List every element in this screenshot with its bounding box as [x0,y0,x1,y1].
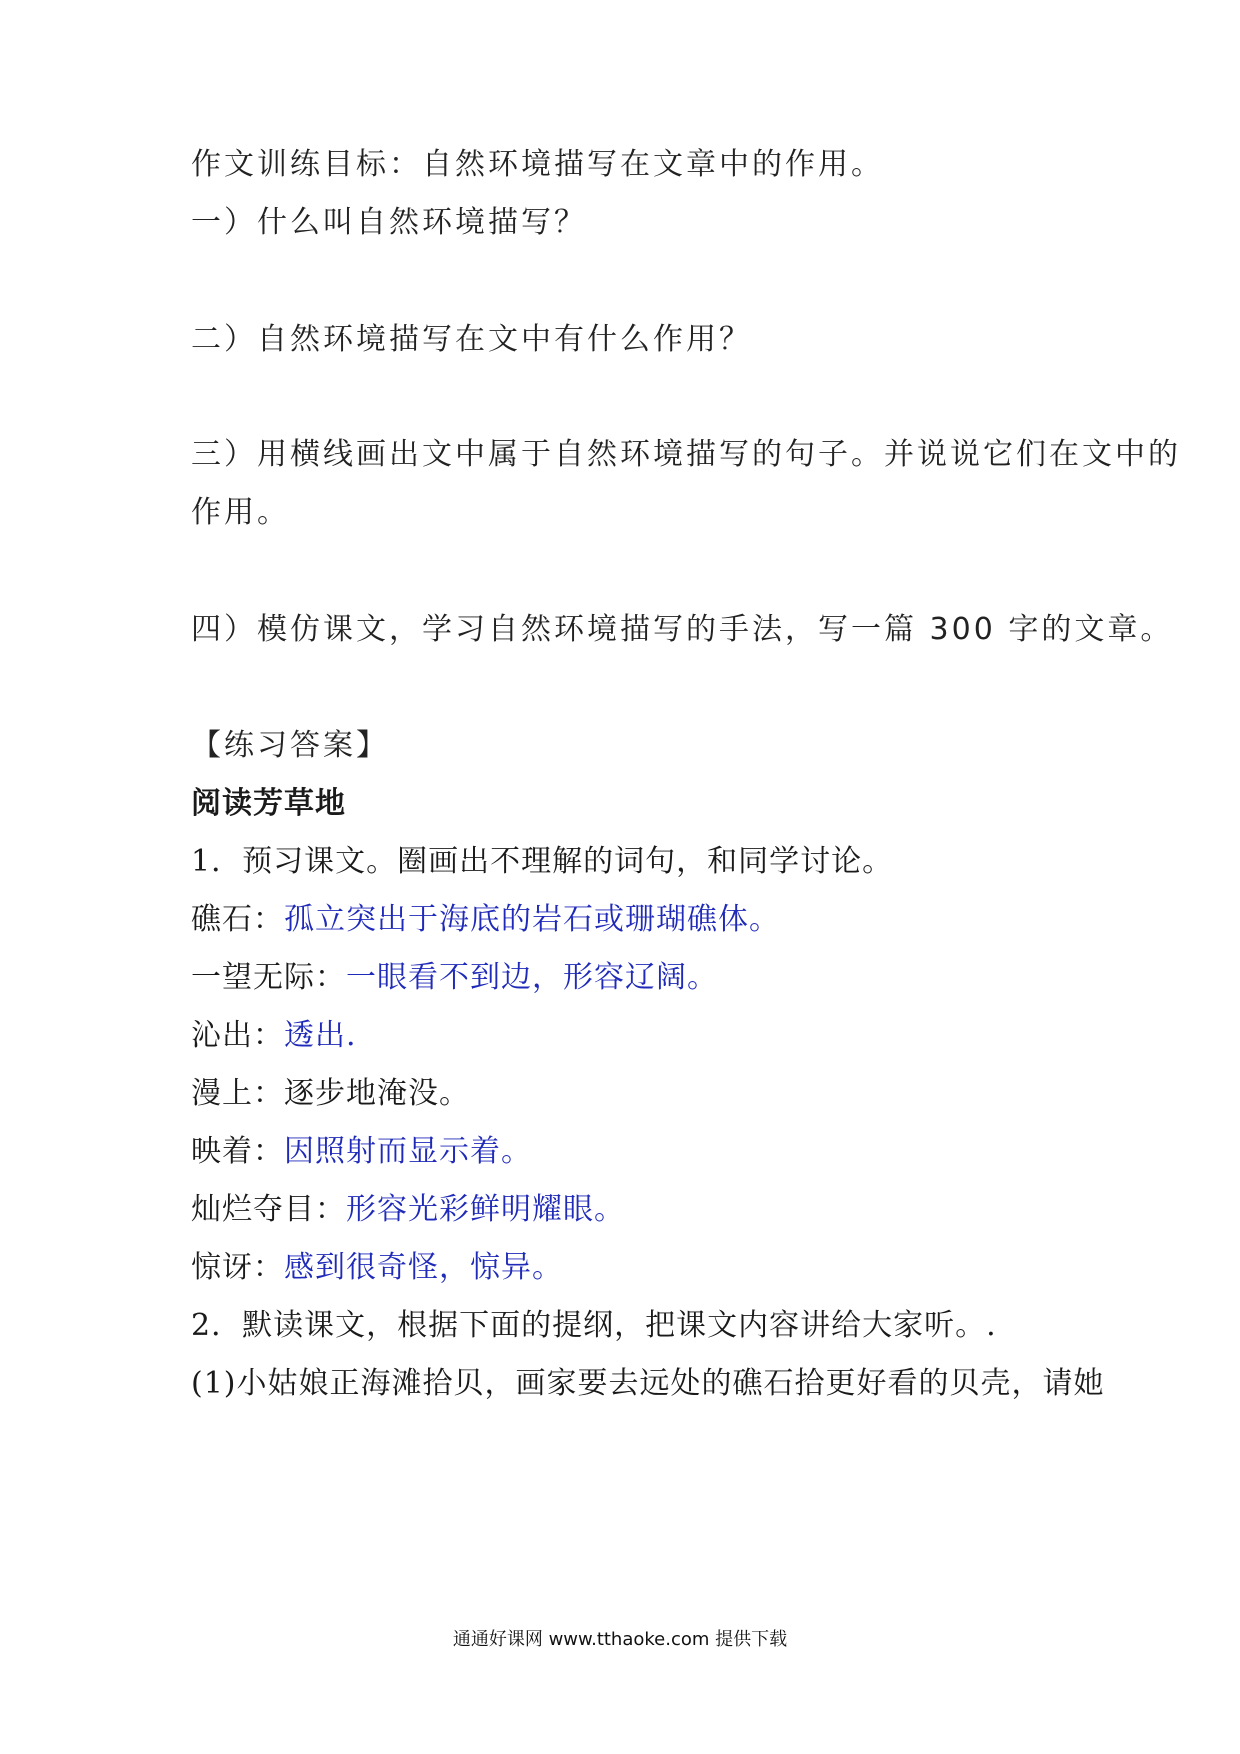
question-2: 二）自然环境描写在文中有什么作用？ [191,322,752,357]
question-3-line-2: 作用。 [191,495,290,530]
page-footer: 通通好课网 www.tthaoke.com 提供下载 [452,1629,788,1650]
vocab-meaning: 一眼看不到边，形容辽阔。 [346,960,718,995]
vocab-term: 惊讶： [191,1250,284,1285]
question-3-line-1: 三）用横线画出文中属于自然环境描写的句子。并说说它们在文中的 [191,437,1181,472]
answers-heading: 【练习答案】 [191,728,389,763]
item-2: 2．默读课文，根据下面的提纲，把课文内容讲给大家听。. [191,1308,997,1343]
vocab-meaning: 形容光彩鲜明耀眼。 [346,1192,625,1227]
vocab-term: 映着： [191,1134,284,1169]
question-1: 一）什么叫自然环境描写？ [191,205,587,240]
vocab-entry [191,958,718,998]
vocab-meaning: 孤立突出于海底的岩石或珊瑚礁体。 [284,902,780,937]
vocab-meaning: 逐步地淹没。 [284,1076,470,1111]
composition-goal: 作文训练目标：自然环境描写在文章中的作用。 [191,147,884,182]
item-2-sub-1: (1)小姑娘正海滩拾贝，画家要去远处的礁石拾更好看的贝壳，请她 [191,1366,1105,1401]
vocab-entry [191,1248,563,1288]
vocab-term: 灿烂夺目： [191,1192,346,1227]
vocab-entry [191,1074,470,1114]
vocab-entry [191,1190,625,1230]
vocab-meaning: 感到很奇怪，惊异。 [284,1250,563,1285]
vocab-entry [191,1016,357,1056]
vocab-term: 漫上： [191,1076,284,1111]
vocab-entry [191,900,780,940]
vocab-meaning: 因照射而显示着。 [284,1134,532,1169]
vocab-term: 沁出： [191,1018,284,1053]
vocab-entry [191,1132,532,1172]
section-title: 阅读芳草地 [191,786,346,821]
item-1: 1．预习课文。圈画出不理解的词句，和同学讨论。 [191,844,894,879]
vocab-meaning: 透出. [284,1018,357,1053]
vocab-term: 礁石： [191,902,284,937]
vocab-term: 一望无际： [191,960,346,995]
question-4: 四）模仿课文，学习自然环境描写的手法，写一篇 300 字的文章。 [191,612,1174,647]
